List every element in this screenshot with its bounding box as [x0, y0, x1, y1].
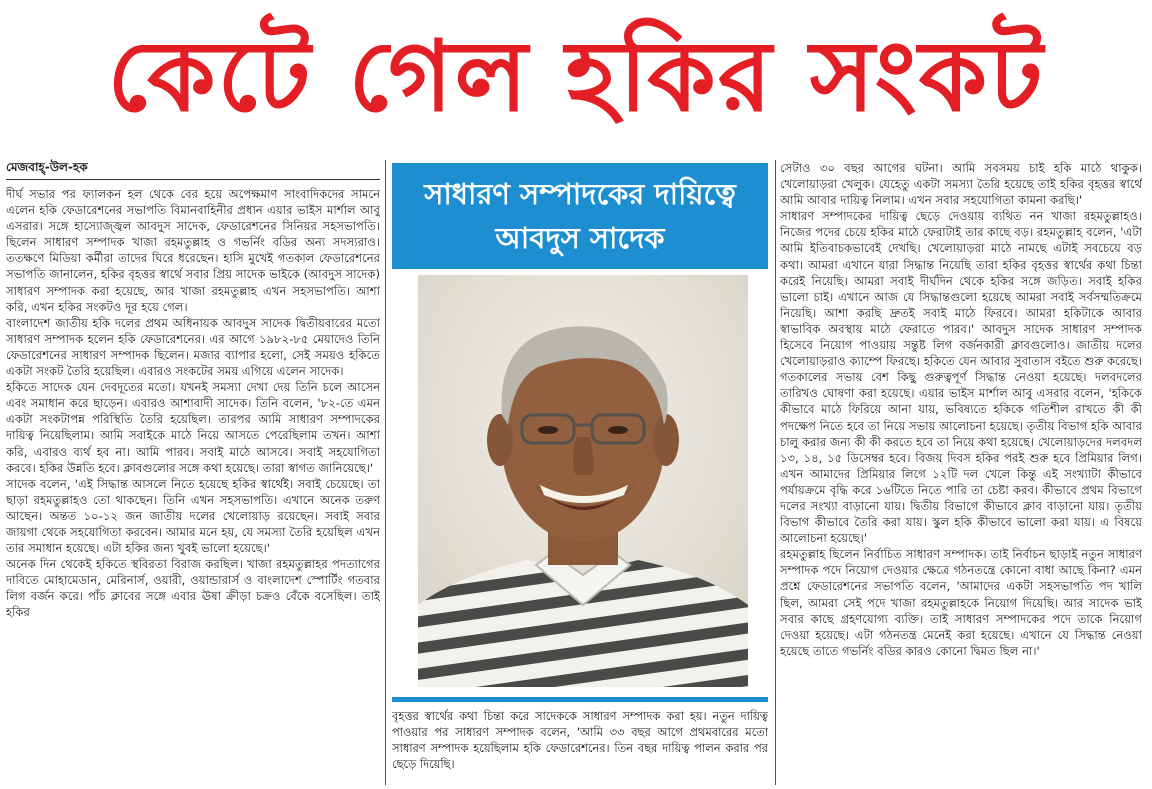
portrait-illustration: [418, 275, 748, 687]
photo-caption-text: বৃহত্তর স্বার্থের কথা চিন্তা করে সাদেককে সাধারণ সম্পাদক করা হয়। নতুন দায়িত্ব পাওয়ার পর সাধারণ সম্পাদক বলেন, 'আমি ৩৩ বছর আগে প্রথমবারের মতো সাধারণ সম্পাদক হয়েছিলাম হকি ফেডারেশনের। তিন বছর দায়িত্ব পালন করার পর ছেড়ে দিয়েছি।: [392, 709, 768, 771]
column-divider: [385, 160, 386, 785]
paragraph: সাধারণ সম্পাদকের দায়িত্ব ছেড়ে দেওয়ায় ব্যথিত নন খাজা রহমতুল্লাহও। নিজের পদের চেয়ে হকির মাঠে ফেরাটাই তার কাছে বড়। রহমতুল্লাহ বলেন, 'এটা আমি ইতিবাচকভাবেই দেখছি। খেলোয়াড়রা মাঠে নামছে এটাই সবচেয়ে বড় কথা। আমরা এখানে যারা সিদ্ধান্ত নিয়েছি তারা হকির বৃহত্তর স্বার্থের কথা চিন্তা করেই নিয়েছি। আমরা সবাই দীর্ঘদিন থেকে হকির সঙ্গে জড়িত। সবাই হকির ভালো চাই। এখানে আজ যে সিদ্ধান্তগুলো হয়েছে আমরা সবাই সর্বসম্মতিক্রমে নিয়েছি। আশা করছি দ্রুতই সবাই মাঠে ফিরবে। আমরা হকিটাকে আবার স্বাভাবিক অবস্থায় মাঠে ফেরাতে পারব।' আবদুস সাদেক সাধারণ সম্পাদক হিসেবে নিয়োগ পাওয়ায় সন্তুষ্ট লিগ বর্জনকারী ক্লাবগুলোও। জাতীয় দলের খেলোয়াড়রাও ক্যাম্পে ফিরছে। হকিতে যেন আবার সুবাতাস বইতে শুরু করেছে। গতকালের সভায় বেশ কিছু গুরুত্বপূর্ণ সিদ্ধান্ত নেওয়া হয়েছে। দলবদলের তারিখও ঘোষণা করা হয়েছে। এয়ার ভাইস মার্শাল আবু এসরার বলেন, 'হকিকে কীভাবে মাঠে ফিরিয়ে আনা যায়, ভবিষ্যতে হকিকে গতিশীল রাখতে কী কী পদক্ষেপ নিতে হবে তা নিয়ে সভায় আলোচনা হয়েছে। তৃতীয় বিভাগ হকি আবার চালু করার জন্য কী কী করতে হবে তা নিয়ে কথা হয়েছে। খেলোয়াড়দের দলবদল ১৩, ১৪, ১৫ ডিসেম্বর হবে। বিজয় দিবস হকির পরই শুরু হবে প্রিমিয়ার লিগ। এখন আমাদের প্রিমিয়ার লিগে ১২টি দল খেলে কিন্তু এই সংখ্যাটা কীভাবে পর্যায়ক্রমে বৃদ্ধি করে ১৬টিতে নিতে পারি তা চেষ্টা করব। কীভাবে প্রথম বিভাগে দলের সংখ্যা বাড়ানো যায়। দ্বিতীয় বিভাগে কীভাবে ক্লাব বাড়ানো যায়। তৃতীয় বিভাগ কীভাবে তৈরি করা যায়। স্কুল হকি কীভাবে ভালো করা যায়। এ বিষয়ে আলোচনা হয়েছে।': [780, 209, 1142, 546]
column-divider: [775, 160, 776, 785]
paragraph: দীর্ঘ সভার পর ফ্যালকন হল থেকে বের হয়ে অপেক্ষমাণ সাংবাদিকদের সামনে এলেন হকি ফেডারেশনের সভাপতি বিমানবাহিনীর প্রধান এয়ার ভাইস মার্শাল আবু এসরার। সঙ্গে হাস্যোজ্জ্বল আবদুস সাদেক, ফেডারেশনের সিনিয়র সহসভাপতি। ছিলেন সাধারণ সম্পাদক খাজা রহমতুল্লাহ ও গভর্নিং বডির অন্য সদস্যরাও। ততক্ষণে মিডিয়া কর্মীরা তাদের ঘিরে ধরেছেন। হাসি মুখেই গতকাল ফেডারেশনের সভাপতি জানালেন, হকির বৃহত্তর স্বার্থে সবার প্রিয় সাদেক ভাইকে (আবদুস সাদেক) সাধারণ সম্পাদক করা হয়েছে, আর খাজা রহমতুল্লাহ এখন সহসভাপতি। আশা করি, এখন হকির সংকটও দূর হয়ে গেল।: [6, 187, 380, 314]
paragraph: অনেক দিন থেকেই হকিতে স্থবিরতা বিরাজ করছিল। খাজা রহমতুল্লাহর পদত্যাগের দাবিতে মোহামেডান, মেরিনার্স, ওয়ারী, ওয়ান্ডারার্স ও বাংলাদেশ স্পোর্টিং গতবার লিগ বর্জন করে। পাঁচ ক্লাবের সঙ্গে এবার ঊষা ক্রীড়া চক্রও বেঁকে বসেছিল। তাই হকির: [6, 557, 380, 620]
subhead-line: সাধারণ সম্পাদকের দায়িত্বে: [424, 177, 736, 211]
subhead-line: আবদুস সাদেক: [495, 221, 665, 255]
paragraph: সাদেক বলেন, 'এই সিদ্ধান্ত আসলে নিতে হয়েছে হকির স্বার্থেই। সবাই চেয়েছে। তা ছাড়া রহমতুল্লাহও তো থাকছেন। তিনি এখন সহসভাপতি। এখানে অনেক তরুণ আছেন। অন্তত ১০-১২ জন জাতীয় দলের খেলোয়াড় রয়েছেন। সবাই সবার জায়গা থেকে সহযোগিতা করবেন। আমার মনে হয়, যে সমস্যা তৈরি হয়েছিল এখন তার সমাধান হয়েছে। এটা হকির জন্য খুবই ভালো হয়েছে।': [6, 476, 380, 556]
byline: মেজবাহ্-উল-হক: [6, 158, 380, 180]
article-column-3: [780, 160, 1142, 788]
paragraph: সেটাও ৩০ বছর আগের ঘটনা। আমি সবসময় চাই হকি মাঠে থাকুক। খেলোয়াড়রা খেলুক। যেহেতু একটা সমস্যা তৈরি হয়েছে তাই হকির বৃহত্তর স্বার্থে আমি আবার দায়িত্ব নিলাম। এখন সবার সহযোগিতা কামনা করছি।': [780, 161, 1142, 208]
paragraph: রহমতুল্লাহ ছিলেন নির্বাচিত সাধারণ সম্পাদক। তাই নির্বাচন ছাড়াই নতুন সাধারণ সম্পাদক পদে নিয়োগ দেওয়ার ক্ষেত্রে গঠনতন্ত্রে কোনো বাধা আছে কিনা? এমন প্রশ্নে ফেডারেশনের সভাপতি বলেন, 'আমাদের একটা সহসভাপতি পদ খালি ছিল, আমরা সেই পদে খাজা রহমতুল্লাহকে নিয়োগ দিয়েছি। আর সাদেক ভাই সবার কাছে গ্রহণযোগ্য ব্যক্তি। তাই সাধারণ সম্পাদকের পদে তাকে নিয়োগ দেওয়া হয়েছে। এটা গঠনতন্ত্র মেনেই করা হয়েছে। এখানে যে সিদ্ধান্ত নেওয়া হয়েছে তাতে গভর্নিং বডির কারও কোনো দ্বিমত ছিল না।': [780, 547, 1142, 658]
headline: কেটে গেল হকির সংকট: [107, 20, 1045, 134]
paragraph: বাংলাদেশ জাতীয় হকি দলের প্রথম অধিনায়ক আবদুস সাদেক দ্বিতীয়বারের মতো সাধারণ সম্পাদক হলেন হকি ফেডারেশনের। এর আগে ১৯৮২-৮৫ মেয়াদেও তিনি ফেডারেশনের সাধারণ সম্পাদক ছিলেন। মজার ব্যাপার হলো, সেই সময়ও হকিতে একটা সংকট তৈরি হয়েছিল। এবারও সংকটের সময় এগিয়ে এলেন সাদেক।: [6, 315, 380, 379]
portrait-photo: [418, 275, 748, 687]
photo-rule: [392, 697, 768, 702]
paragraph: হকিতে সাদেক যেন দেবদূতের মতো। যখনই সমস্যা দেখা দেয় তিনি চলে আসেন এবং সমাধান করে ছাড়েন। এবারও আশাবাদী সাদেক। তিনি বলেন, '৮২-তে এমন একটা সংকটাপন্ন পরিস্থিতি তৈরি হয়েছিল। তারপর আমি সাধারণ সম্পাদকের দায়িত্ব নিয়েছিলাম। আমি সবাইকে মাঠে নিয়ে আসতে পেরেছিলাম তখন। আশা করি, এবারও ব্যর্থ হব না। আমি পারব। সবাই মাঠে আসবে। সবাই সহযোগিতা করবে। হকির উন্নতি হবে। ক্লাবগুলোর সঙ্গে কথা হয়েছে। তারা স্বাগত জানিয়েছে।': [6, 380, 380, 475]
article-column-1: [6, 158, 380, 786]
subhead-box: [392, 163, 768, 269]
